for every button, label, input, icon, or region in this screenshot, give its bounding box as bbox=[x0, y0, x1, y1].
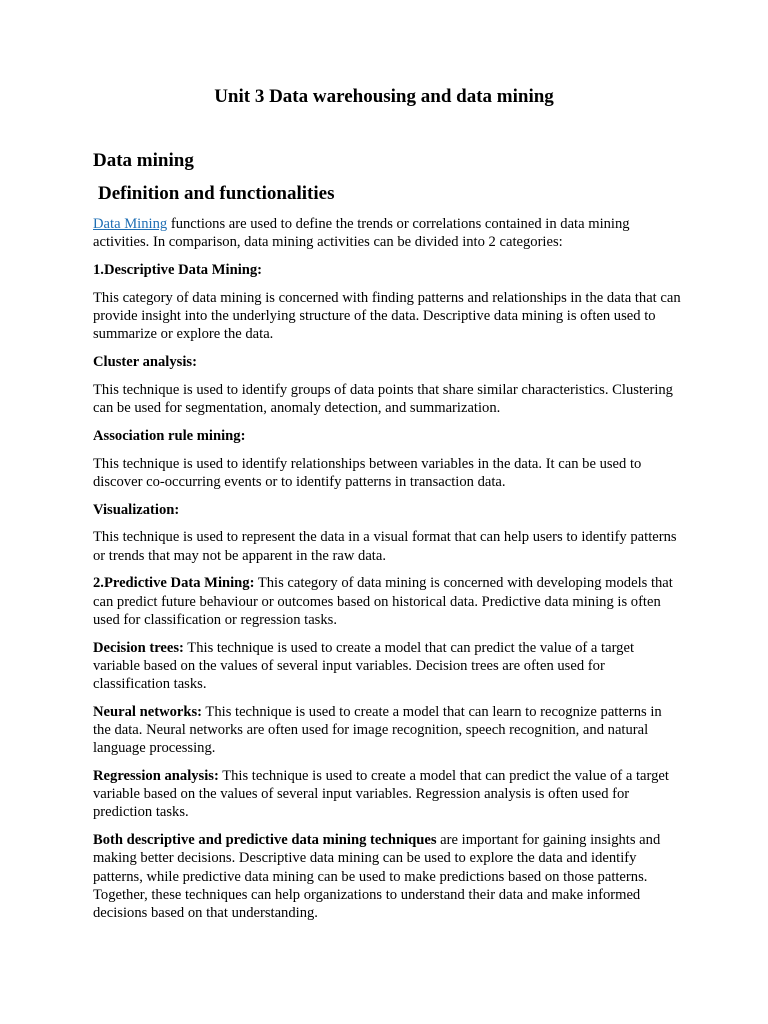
document-title: Unit 3 Data warehousing and data mining bbox=[214, 86, 554, 107]
section-subheading: Definition and functionalities bbox=[98, 183, 335, 204]
decision-trees-label: Decision trees: bbox=[93, 639, 184, 656]
section-heading: Data mining bbox=[93, 150, 194, 171]
association-label: Association rule mining: bbox=[93, 427, 246, 444]
regression-paragraph bbox=[93, 767, 683, 822]
neural-networks-paragraph bbox=[93, 703, 683, 758]
data-mining-link[interactable]: Data Mining bbox=[93, 216, 168, 232]
descriptive-text: This category of data mining is concerned with finding patterns and relationships in the data that can provide insight into the underlying structure of the data. Descriptive data mining is often used to summarize or explore the data. bbox=[93, 289, 681, 343]
regression-text: This technique is used to create a model that can predict the value of a target variable based on the values of several input variables. Regression analysis is often used for prediction tasks. bbox=[93, 768, 669, 821]
cluster-label: Cluster analysis: bbox=[93, 354, 197, 370]
conclusion-text: are important for gaining insights and making better decisions. Descriptive data mining can be used to explore the data and identify patterns, while predictive data mining can be used to make predictions based on those patterns. Together, these techniques can help organizations to understand their data and make informed decisions based on that understanding. bbox=[93, 832, 661, 922]
neural-networks-label: Neural networks: bbox=[93, 703, 203, 720]
visualization-text: This technique is used to represent the data in a visual format that can help users to identify patterns or trends that may not be apparent in the raw data. bbox=[93, 529, 677, 564]
neural-networks-text: This technique is used to create a model that can learn to recognize patterns in the data. Neural networks are often used for image recognition, speech recognition, and natural language processing. bbox=[93, 703, 662, 757]
regression-label: Regression analysis: bbox=[93, 768, 219, 784]
intro-text: functions are used to define the trends or correlations contained in data mining activities. In comparison, data mining activities can be divided into 2 categories: bbox=[93, 216, 630, 251]
association-text: This technique is used to identify relationships between variables in the data. It can be used to discover co-occurring events or to identify patterns in transaction data. bbox=[93, 455, 642, 490]
conclusion-paragraph bbox=[93, 831, 683, 922]
conclusion-label: Both descriptive and predictive data mining techniques bbox=[93, 832, 437, 849]
predictive-text: This category of data mining is concerned with developing models that can predict future behaviour or outcomes based on historical data. Predictive data mining is often used for classification or regression tasks. bbox=[93, 575, 673, 628]
document-body bbox=[93, 215, 683, 932]
decision-trees-text: This technique is used to create a model that can predict the value of a target variable based on the values of several input variables. Decision trees are often used for classification tasks. bbox=[93, 639, 634, 692]
predictive-label: 2.Predictive Data Mining: bbox=[93, 575, 255, 592]
descriptive-label: 1.Descriptive Data Mining: bbox=[93, 262, 263, 278]
decision-trees-paragraph bbox=[93, 639, 683, 694]
intro-paragraph bbox=[93, 215, 683, 251]
visualization-label: Visualization: bbox=[93, 501, 180, 518]
predictive-paragraph bbox=[93, 574, 683, 629]
cluster-text: This technique is used to identify groups of data points that share similar characteristics. Clustering can be used for segmentation, anomaly detection, and summarization. bbox=[93, 381, 673, 416]
